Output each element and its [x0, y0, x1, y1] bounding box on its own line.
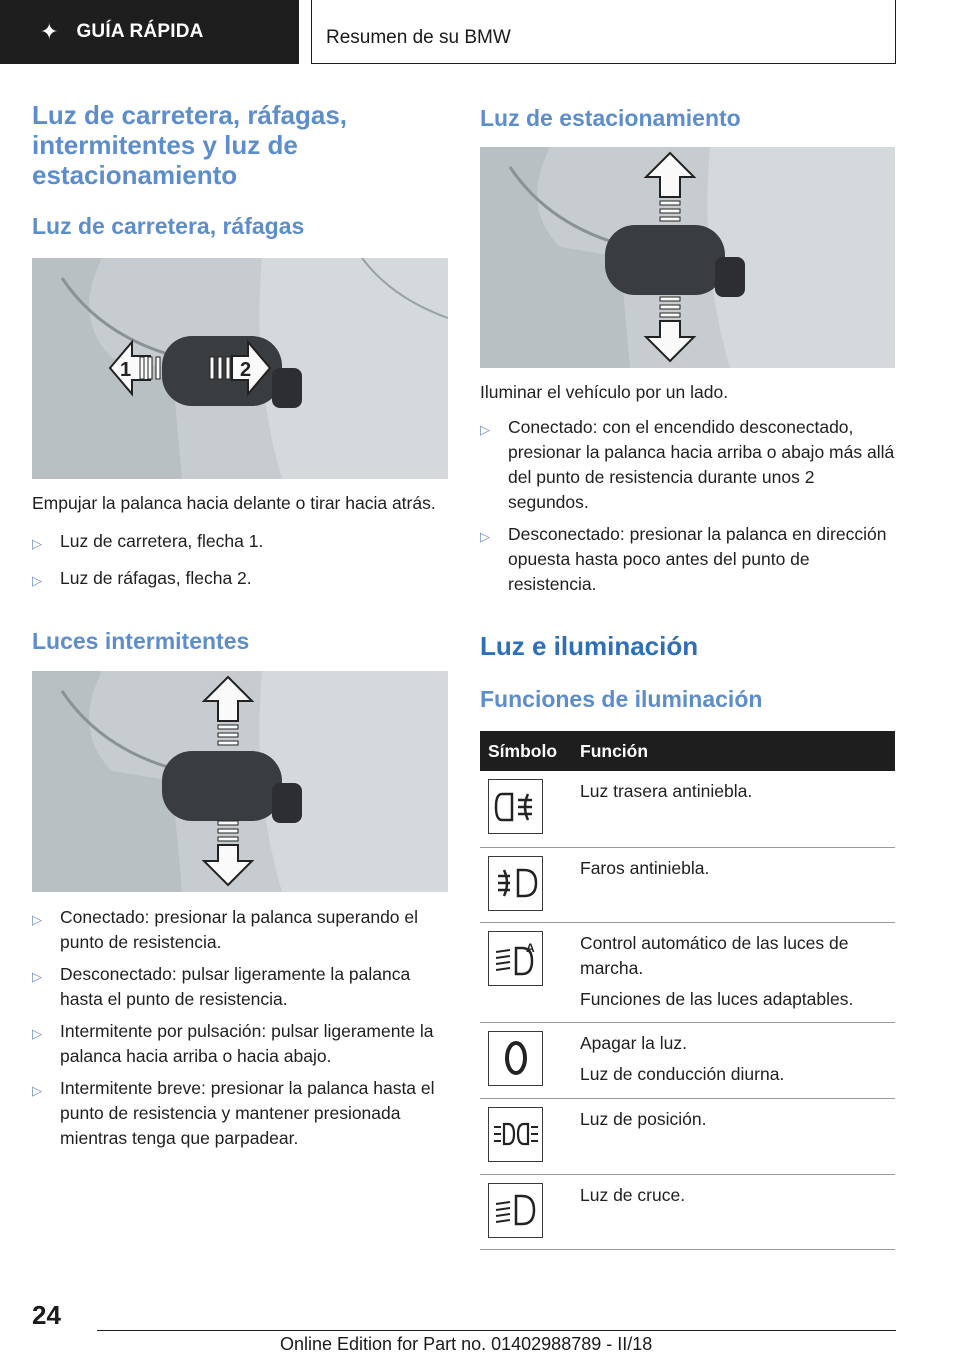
rear-fog-light-icon: [488, 779, 543, 834]
list-item: ▷ Luz de carretera, flecha 1.: [32, 529, 448, 556]
header-tab[interactable]: [0, 0, 299, 64]
lights-off-icon: [488, 1031, 543, 1086]
figure-high-beam: [32, 258, 448, 479]
function-text: Funciones de las luces adaptables.: [580, 988, 854, 1009]
bullet-triangle-icon: ▷: [32, 1026, 42, 1041]
section-title: Resumen de su BMW: [311, 0, 896, 64]
bullet-triangle-icon: ▷: [32, 969, 42, 984]
table-row: [480, 847, 895, 922]
function-text: Faros antiniebla.: [572, 847, 895, 922]
table-row: [480, 1098, 895, 1174]
list-item: ▷ Conectado: con el encendido desconectado, presionar la palanca hacia arriba o abajo más allá del punto de resistencia durante unos 2 segundos.: [480, 415, 895, 515]
bullet-triangle-icon: ▷: [32, 536, 42, 551]
parking-light-icon: [488, 1107, 543, 1162]
parking-light-text: Iluminar el vehículo por un lado.: [480, 382, 729, 402]
footer-divider: [97, 1330, 896, 1331]
light-functions-table: [480, 731, 895, 1250]
subheading-light-functions: Funciones de iluminación: [480, 686, 763, 712]
arrow-label-2: 2: [240, 359, 252, 381]
figure-turn-signals: [32, 671, 448, 892]
list-item: ▷ Intermitente por pulsación: pulsar ligeramente la palanca hacia arriba o hacia abajo.: [32, 1019, 448, 1069]
subheading-turn-signals: Luces intermitentes: [32, 628, 250, 654]
subheading-parking-light: Luz de estacionamiento: [480, 105, 741, 131]
svg-text:A: A: [525, 941, 535, 955]
column-header-function: Función: [572, 731, 895, 771]
page-number: 24: [32, 1300, 61, 1330]
function-text: Luz trasera antiniebla.: [572, 771, 895, 847]
left-column: [32, 100, 448, 1151]
quick-guide-icon: ✦: [40, 19, 59, 44]
table-row: [480, 771, 895, 847]
table-row: [480, 1022, 895, 1098]
function-text: Luz de posición.: [572, 1098, 895, 1174]
arrow-label-1: 1: [120, 359, 132, 381]
list-item: ▷ Desconectado: pulsar ligeramente la palanca hasta el punto de resistencia.: [32, 962, 448, 1012]
bullet-triangle-icon: ▷: [32, 573, 42, 588]
list-item: ▷ Desconectado: presionar la palanca en dirección opuesta hasta poco antes del punto de resistencia.: [480, 522, 895, 597]
function-text: Apagar la luz.: [580, 1032, 688, 1053]
list-item: ▷ Conectado: presionar la palanca superando el punto de resistencia.: [32, 905, 448, 955]
bullet-triangle-icon: ▷: [32, 912, 42, 927]
table-row: [480, 922, 895, 1022]
page-title: Luz de carretera, ráfagas, intermitentes y luz de estacionamiento: [32, 100, 348, 190]
bullet-triangle-icon: ▷: [480, 529, 490, 544]
figure-parking-light: [480, 147, 895, 368]
bullet-triangle-icon: ▷: [480, 422, 490, 437]
header-tab-label: GUÍA RÁPIDA: [76, 21, 204, 42]
function-text: Luz de conducción diurna.: [580, 1063, 785, 1084]
list-item: ▷ Intermitente breve: presionar la palanca hasta el punto de resistencia y mantener presionada mientras tenga que parpadear.: [32, 1076, 448, 1151]
right-column: [480, 100, 895, 1250]
list-item: ▷ Luz de ráfagas, flecha 2.: [32, 566, 448, 593]
bullet-triangle-icon: ▷: [32, 1083, 42, 1098]
high-beam-text: Empujar la palanca hacia delante o tirar hacia atrás.: [32, 493, 436, 513]
low-beam-icon: [488, 1183, 543, 1238]
column-header-symbol: Símbolo: [480, 731, 572, 771]
heading-lights: Luz e iluminación: [480, 631, 699, 661]
footer-edition: Online Edition for Part no. 01402988789 - II/18: [280, 1334, 653, 1354]
subheading-high-beam: Luz de carretera, ráfagas: [32, 213, 305, 239]
front-fog-light-icon: [488, 856, 543, 911]
function-text: Control automático de las luces de marcha.: [580, 932, 849, 978]
table-row: [480, 1174, 895, 1249]
function-text: Luz de cruce.: [572, 1174, 895, 1249]
automatic-headlight-icon: [488, 931, 543, 986]
